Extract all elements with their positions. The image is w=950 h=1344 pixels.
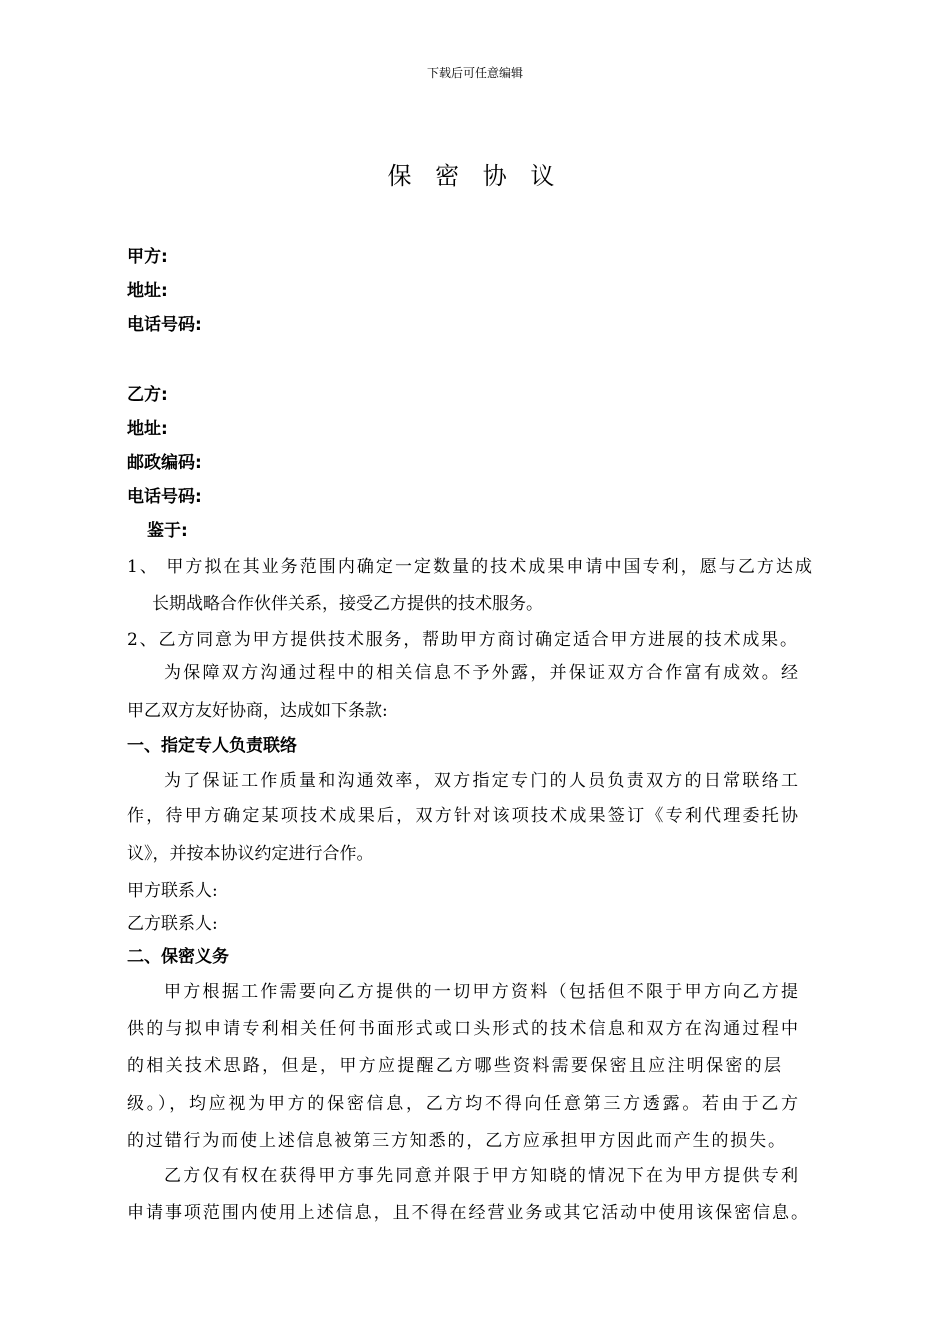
section-1-body-line-1: 为了保证工作质量和沟通效率，双方指定专门的人员负责双方的日常联络工 [164,771,798,791]
contact-a-label: 甲方联系人: [127,881,218,901]
party-a-phone-label: 电话号码: [127,315,202,335]
section-2-para-1-line-1: 甲方根据工作需要向乙方提供的一切甲方资料（包括但不限于甲方向乙方提 [164,982,798,1002]
recital-2: 2、乙方同意为甲方提供技术服务，帮助甲方商讨确定适合甲方进展的技术成果。 [127,630,797,650]
party-b-name-label: 乙方: [127,385,168,405]
party-a-name-label: 甲方: [127,247,168,267]
party-a-address-label: 地址: [127,281,168,301]
section-1-body-line-2: 作，待甲方确定某项技术成果后，双方针对该项技术成果签订《专利代理委托协 [127,806,798,826]
section-2-para-1-line-3: 的相关技术思路，但是，甲方应提醒乙方哪些资料需要保密且应注明保密的层 [127,1056,781,1076]
header-note: 下载后可任意编辑 [426,66,523,80]
preamble-line-1: 为保障双方沟通过程中的相关信息不予外露，并保证双方合作富有成效。经 [164,663,798,683]
section-2-heading: 二、保密义务 [127,947,229,967]
section-2-para-1-line-2: 供的与拟申请专利相关任何书面形式或口头形式的技术信息和双方在沟通过程中 [127,1019,798,1039]
section-2-para-2-line-1: 乙方仅有权在获得甲方事先同意并限于甲方知晓的情况下在为甲方提供专利 [164,1166,798,1186]
section-1-body-line-3: 议》，并按本协议约定进行合作。 [127,844,374,864]
section-2-para-2-line-2: 申请事项范围内使用上述信息，且不得在经营业务或其它活动中使用该保密信息。 [127,1203,808,1223]
recital-1-line-2: 长期战略合作伙伴关系，接受乙方提供的技术服务。 [152,594,543,614]
recital-1-line-1: 1、 甲方拟在其业务范围内确定一定数量的技术成果申请中国专利，愿与乙方达成 [127,557,812,577]
section-2-para-1-line-4: 级。），均应视为甲方的保密信息，乙方均不得向任意第三方透露。若由于乙方 [127,1094,798,1114]
contact-b-label: 乙方联系人: [127,914,218,934]
party-b-phone-label: 电话号码: [127,487,202,507]
party-b-address-label: 地址: [127,419,168,439]
section-2-para-1-line-5: 的过错行为而使上述信息被第三方知悉的，乙方应承担甲方因此而产生的损失。 [127,1131,785,1151]
document-title: 保 密 协 议 [387,162,563,190]
whereas-label: 鉴于: [147,521,188,541]
preamble-line-2: 甲乙双方友好协商，达成如下条款: [127,701,388,721]
section-1-heading: 一、指定专人负责联络 [127,736,297,756]
party-b-postcode-label: 邮政编码: [127,453,202,473]
